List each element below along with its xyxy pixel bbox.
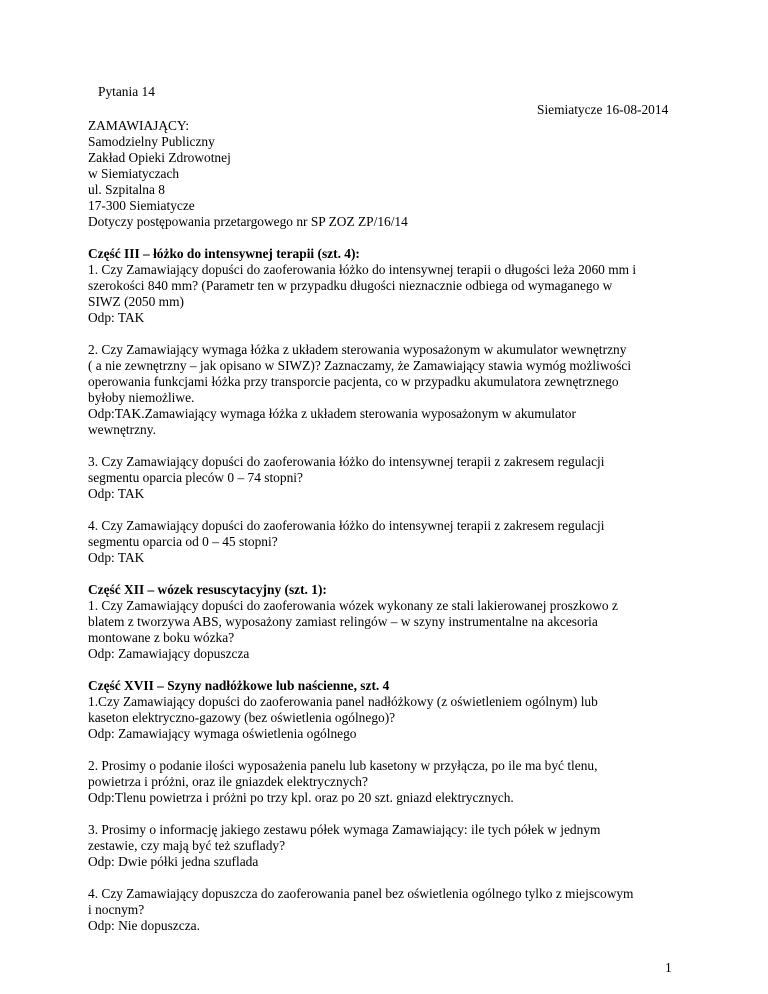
question-item <box>88 454 688 502</box>
question-line: zestawie, czy mają być też szuflady? <box>88 838 286 853</box>
question-line: kaseton elektryczno-gazowy (bez oświetlenia ogólnego)? <box>88 710 396 725</box>
question-line: Odp: Zamawiający dopuszcza <box>88 646 250 661</box>
paragraph-spacer <box>88 870 688 886</box>
section <box>88 246 688 566</box>
section <box>88 582 688 662</box>
question-line: 2. Czy Zamawiający wymaga łóżka z układem sterowania wyposażonym w akumulator wewnętrzny <box>88 342 627 357</box>
question-line: segmentu oparcia od 0 – 45 stopni? <box>88 534 278 549</box>
document-date: Siemiatycze 16-08-2014 <box>537 102 669 117</box>
question-line: i nocnym? <box>88 902 145 917</box>
address-line: 17-300 Siemiatycze <box>88 198 195 213</box>
contracting-authority-block <box>88 118 688 230</box>
question-line: operowania funkcjami łóżka przy transporcie pacjenta, co w przypadku akumulatora zewnętrznego <box>88 374 619 389</box>
question-line: Odp:Tlenu powietrza i próżni po trzy kpl. oraz po 20 szt. gniazd elektrycznych. <box>88 790 514 805</box>
question-item <box>88 262 688 326</box>
section-heading: Część III – łóżko do intensywnej terapii (szt. 4): <box>88 246 360 261</box>
address-line: Zakład Opieki Zdrowotnej <box>88 150 231 165</box>
question-item <box>88 598 688 662</box>
page-number: 1 <box>665 960 672 975</box>
question-line: Odp: Zamawiający wymaga oświetlenia ogólnego <box>88 726 357 741</box>
question-line: 1.Czy Zamawiający dopuści do zaoferowania panel nadłóżkowy (z oświetleniem ogólnym) lub <box>88 694 598 709</box>
question-item <box>88 886 688 934</box>
address-line: ul. Szpitalna 8 <box>88 182 165 197</box>
question-line: 3. Czy Zamawiający dopuści do zaoferowania łóżko do intensywnej terapii z zakresem regulacji <box>88 454 605 469</box>
paragraph-spacer <box>88 230 688 246</box>
question-item <box>88 342 688 438</box>
question-line: Odp: TAK <box>88 550 145 565</box>
question-item <box>88 694 688 742</box>
section-heading: Część XII – wózek resuscytacyjny (szt. 1): <box>88 582 327 597</box>
address-line: w Siemiatyczach <box>88 166 180 181</box>
document-body <box>88 118 688 934</box>
question-line: Odp: Dwie półki jedna szuflada <box>88 854 259 869</box>
question-line: byłoby niemożliwe. <box>88 390 195 405</box>
paragraph-spacer <box>88 326 688 342</box>
question-line: 2. Prosimy o podanie ilości wyposażenia panelu lub kasetony w przyłącza, po ile ma być tlenu, <box>88 758 598 773</box>
question-line: Odp: Nie dopuszcza. <box>88 918 200 933</box>
question-line: Odp: TAK <box>88 310 145 325</box>
question-line: 4. Czy Zamawiający dopuści do zaoferowania łóżko do intensywnej terapii z zakresem regulacji <box>88 518 605 533</box>
question-item <box>88 518 688 566</box>
question-item <box>88 822 688 870</box>
question-line: Odp: TAK <box>88 486 145 501</box>
section-heading: Część XVII – Szyny nadłóżkowe lub naścienne, szt. 4 <box>88 678 390 693</box>
question-item <box>88 758 688 806</box>
address-line: Dotyczy postępowania przetargowego nr SP ZOZ ZP/16/14 <box>88 214 408 229</box>
question-line: montowane z boku wózka? <box>88 630 235 645</box>
paragraph-spacer <box>88 742 688 758</box>
address-line: ZAMAWIAJĄCY: <box>88 118 190 133</box>
question-line: wewnętrzny. <box>88 422 156 437</box>
question-line: powietrza i próżni, oraz ile gniazdek elektrycznych? <box>88 774 368 789</box>
paragraph-spacer <box>88 662 688 678</box>
address-line: Samodzielny Publiczny <box>88 134 215 149</box>
paragraph-spacer <box>88 566 688 582</box>
paragraph-spacer <box>88 502 688 518</box>
question-line: 1. Czy Zamawiający dopuści do zaoferowania łóżko do intensywnej terapii o długości leża 2060 mm i <box>88 262 637 277</box>
question-line: szerokości 840 mm? (Parametr ten w przypadku długości nieznacznie odbiega od wymaganego w <box>88 278 613 293</box>
document-title: Pytania 14 <box>98 84 155 99</box>
question-line: segmentu oparcia pleców 0 – 74 stopni? <box>88 470 303 485</box>
question-line: 3. Prosimy o informację jakiego zestawu półek wymaga Zamawiający: ile tych półek w jednym <box>88 822 601 837</box>
paragraph-spacer <box>88 438 688 454</box>
question-line: Odp:TAK.Zamawiający wymaga łóżka z układem sterowania wyposażonym w akumulator <box>88 406 576 421</box>
question-line: SIWZ (2050 mm) <box>88 294 184 309</box>
section <box>88 678 688 934</box>
question-line: 4. Czy Zamawiający dopuszcza do zaoferowania panel bez oświetlenia ogólnego tylko z miejscowym <box>88 886 634 901</box>
question-line: 1. Czy Zamawiający dopuści do zaoferowania wózek wykonany ze stali lakierowanej proszkowo z <box>88 598 618 613</box>
question-line: ( a nie zewnętrzny – jak opisano w SIWZ)? Zaznaczamy, że Zamawiający stawia wymóg możliwości <box>88 358 632 373</box>
question-line: blatem z tworzywa ABS, wyposażony zamiast relingów – w szyny instrumentalne na akcesoria <box>88 614 598 629</box>
paragraph-spacer <box>88 806 688 822</box>
